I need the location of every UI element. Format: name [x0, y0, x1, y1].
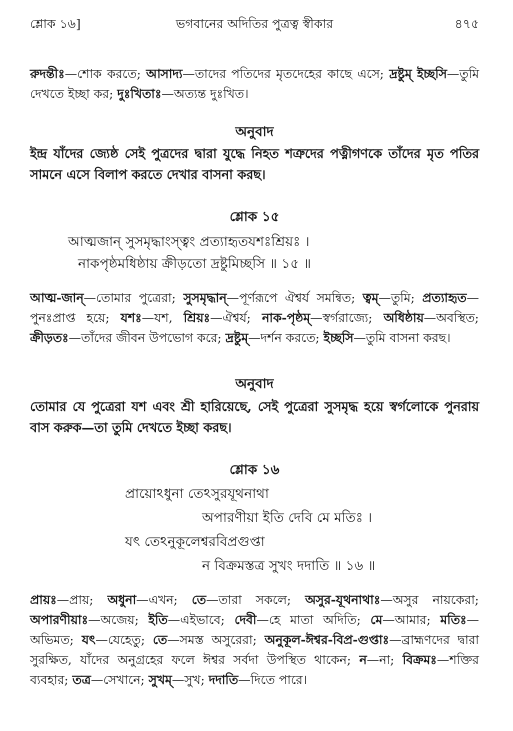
synonym-meaning: —তুমি বাসনা করছ। — [353, 330, 451, 345]
sloka-16-line-4: ন বিক্রমস্তত্র সুখং দদাতি ॥ ১৬ ॥ — [202, 558, 376, 574]
synonym-meaning: —তুমি দেখতে ইচ্ছা কর; — [30, 66, 479, 101]
synonym-meaning: —ঐশ্বর্য; — [210, 310, 262, 325]
synonym-meaning: —অভিমত; — [30, 612, 479, 647]
synonym-meaning: —যেহেতু; — [95, 632, 153, 647]
synonym-meaning: —দর্শন করতে; — [248, 330, 324, 345]
synonym-word: ন — [359, 652, 367, 667]
synonym-meaning: —তুমি; — [378, 290, 423, 305]
synonym-meaning: —পুনঃপ্রাপ্ত হয়ে; — [30, 290, 479, 325]
synonym-meaning: —এখন; — [136, 592, 192, 607]
synonym-word: দ্রষ্টুম্ — [225, 330, 249, 345]
synonym-word: ইচ্ছসি — [416, 66, 447, 81]
synonym-word: শ্রিয়ঃ — [183, 310, 211, 325]
synonym-meaning: —অজেয়; — [88, 612, 149, 627]
synonym-word: অনুকূল-ঈশ্বর-বিপ্র-গুপ্তাঃ — [264, 632, 390, 647]
synonym-word: দুঃখিতাঃ — [117, 86, 162, 101]
synonym-meaning: —যশ, — [141, 310, 184, 325]
synonym-meaning: —শক্তির ব্যবহার; — [30, 652, 479, 687]
synonym-word: প্রত্যাহৃত — [422, 290, 467, 305]
synonym-meaning: —সুখ; — [171, 672, 209, 687]
synonym-meaning: —ব্রাহ্মণদের দ্বারা সুরক্ষিত, যাঁদের অনুগ্রহের ফলে ঈশ্বর সর্বদা উপস্থিত থাকেন; — [30, 632, 479, 667]
synonym-meaning: —প্রায়; — [56, 592, 108, 607]
synonym-meaning: —না; — [366, 652, 403, 667]
sloka-15-line-1: আত্মজান্ সুসমৃদ্ধাংস্ত্বং প্রত্যাহৃতযশঃশ্রিয়ঃ । — [68, 234, 310, 250]
synonym-word: নাক-পৃষ্ঠম্ — [261, 310, 311, 325]
synonym-word: আত্ম-জান্ — [30, 290, 84, 305]
synonyms-top — [30, 64, 479, 104]
synonym-word: যৎ — [81, 632, 96, 647]
synonym-word: তে — [152, 632, 168, 647]
synonym-meaning: —সেখানে; — [90, 672, 149, 687]
synonym-meaning: —পূর্ণরূপে ঐশ্বর্য সমন্বিত; — [226, 290, 363, 305]
synonym-word: ত্বম্ — [362, 290, 379, 305]
synonym-word: মতিঃ — [440, 612, 467, 627]
header-verse-ref: শ্লোক ১৬] — [30, 16, 81, 31]
translation-2: তোমার যে পুত্রেরা যশ এবং শ্রী হারিয়েছে, সেই পুত্রেরা সুসমৃদ্ধ হয়ে স্বর্গলোকে পুনরায় বাস করুক—তা তুমি দেখতে ইচ্ছা করছ। — [30, 400, 479, 436]
synonym-word: অসুর-যূথনাথাঃ — [305, 592, 381, 607]
synonym-meaning: —অবস্থিত; — [423, 310, 479, 325]
synonym-word: ক্রীড়তঃ — [30, 330, 69, 345]
synonym-meaning: —তোমার পুত্রেরা; — [83, 290, 184, 305]
synonym-word: তে — [191, 592, 207, 607]
synonym-word: দ্রষ্টুম্ — [389, 66, 412, 81]
synonym-word: দদাতি — [208, 672, 239, 687]
synonym-word: ইতি — [148, 612, 168, 627]
synonym-word: রুদন্তীঃ — [30, 66, 65, 81]
sloka-15-line-2: নাকপৃষ্ঠমধিষ্ঠায় ক্রীড়তো দ্রষ্টুমিচ্ছসি ॥ ১৫ ॥ — [78, 256, 312, 272]
synonym-word: সুসমৃদ্ধান্ — [183, 290, 227, 305]
translation-heading-1: অনুবাদ — [235, 124, 274, 140]
synonym-word: অধিষ্ঠায় — [383, 310, 424, 325]
synonym-word: তত্র — [72, 672, 91, 687]
synonym-meaning: —হে মাতা অদিতি; — [256, 612, 371, 627]
synonym-meaning: —এইভাবে; — [167, 612, 235, 627]
synonym-meaning: —শোক করতে; — [64, 66, 147, 81]
synonym-word: প্রায়ঃ — [30, 592, 57, 607]
sloka-16-heading: শ্লোক ১৬ — [229, 462, 280, 478]
synonym-meaning: —সমস্ত অসুরেরা; — [167, 632, 265, 647]
synonyms-15 — [30, 288, 479, 348]
synonym-meaning: —স্বর্গরাজ্যে; — [310, 310, 384, 325]
synonym-word: সুখম্ — [148, 672, 172, 687]
running-header — [30, 16, 479, 36]
synonym-meaning: —অসুর নায়কেরা; — [380, 592, 479, 607]
synonym-word: অপারণীয়াঃ — [30, 612, 89, 627]
synonym-meaning: —আমার; — [382, 612, 441, 627]
sloka-16-line-1: প্রায়োঽধুনা তেঽসুরযূথনাথা — [125, 486, 269, 502]
synonym-word: অধুনা — [107, 592, 137, 607]
sloka-16-line-3: যৎ তেঽনুকূলেশ্বরবিপ্রগুপ্তা — [125, 534, 265, 550]
sloka-15-heading: শ্লোক ১৫ — [229, 209, 280, 225]
synonym-meaning: —তাঁদের জীবন উপভোগ করে; — [68, 330, 226, 345]
synonym-word: দেবী — [234, 612, 257, 627]
synonym-word: ইচ্ছসি — [323, 330, 354, 345]
sloka-16-line-2: অপারণীয়া ইতি দেবি মে মতিঃ । — [202, 510, 373, 526]
translation-heading-2: অনুবাদ — [235, 376, 274, 392]
synonym-meaning: —তাদের পতিদের মৃতদেহের কাছে এসে; — [182, 66, 390, 81]
synonym-word: যশঃ — [120, 310, 142, 325]
synonym-meaning: —তারা সকলে; — [206, 592, 306, 607]
translation-1: ইন্দ্র যাঁদের জ্যেষ্ঠ সেই পুত্রদের দ্বারা যুদ্ধে নিহত শত্রুদের পত্নীগণকে তাঁদের মৃত পতির সামনে এসে বিলাপ করতে দেখার বাসনা করছ। — [30, 147, 479, 183]
header-chapter-title: ভগবানের অদিতির পুত্রত্ব স্বীকার — [175, 16, 334, 31]
synonym-word: আসাদ্য — [146, 66, 183, 81]
synonym-word: মে — [370, 612, 383, 627]
synonym-meaning: —দিতে পারে। — [238, 672, 308, 687]
header-page-number: ৪৭৫ — [454, 16, 479, 31]
synonym-meaning: —অত্যন্ত দুঃখিত। — [161, 86, 249, 101]
synonym-word: বিক্রমঃ — [402, 652, 437, 667]
synonyms-16 — [30, 590, 479, 690]
